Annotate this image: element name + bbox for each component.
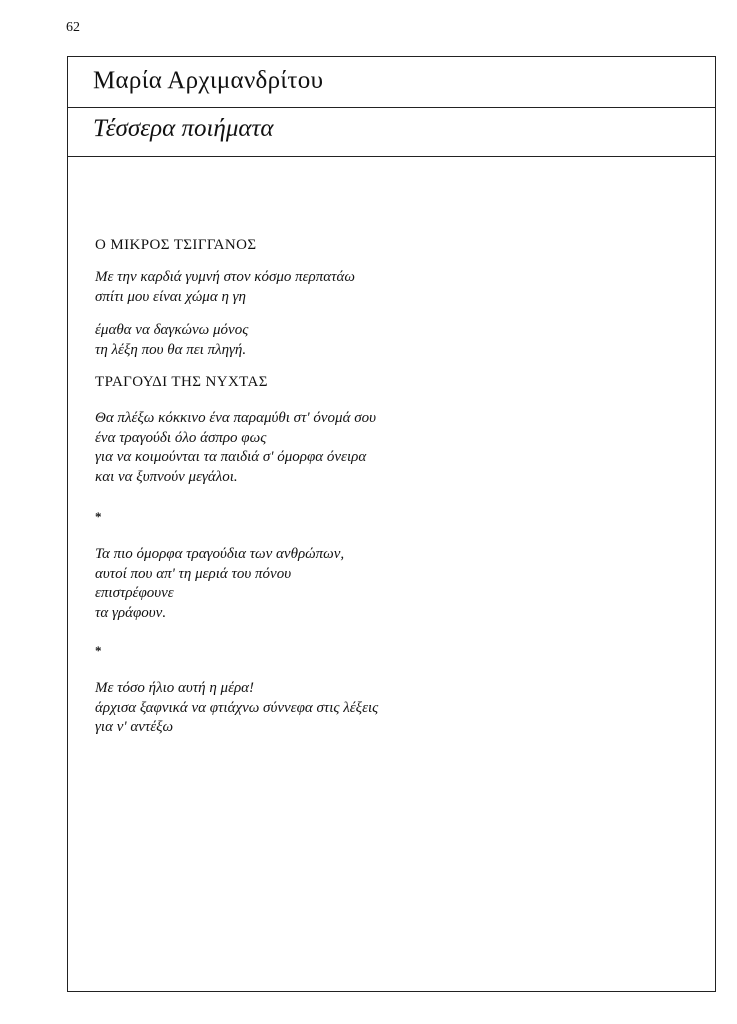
author-name: Μαρία Αρχιμανδρίτου [93, 67, 324, 94]
verse-line: Με τόσο ήλιο αυτή η μέρα! [95, 680, 255, 696]
stanza [95, 679, 695, 738]
poems-content [95, 237, 695, 752]
verse-line: αυτοί που απ' τη μεριά του πόνου [95, 565, 292, 582]
author-row [68, 57, 715, 108]
verse-line: σπίτι μου είναι χώμα η γη [95, 288, 247, 305]
verse-line: και να ξυπνούν μεγάλοι. [95, 468, 238, 485]
verse-line: τη λέξη που θα πει πληγή. [95, 341, 247, 358]
verse-line: έμαθα να δαγκώνω μόνος [95, 322, 249, 338]
verse-line: άρχισα ξαφνικά να φτιάχνω σύννεφα στις λέξεις [95, 699, 379, 716]
stanza [95, 409, 695, 487]
poem-title: ΤΡΑΓΟΥΔΙ ΤΗΣ ΝΥΧΤΑΣ [95, 374, 268, 390]
verse-line: για ν' αντέξω [95, 719, 174, 735]
stanza [95, 545, 695, 623]
verse-line: ένα τραγούδι όλο άσπρο φως [95, 429, 267, 446]
verse-line: επιστρέφουνε [95, 585, 174, 601]
stanza [95, 321, 695, 360]
verse-line: Με την καρδιά γυμνή στον κόσμο περπατάω [95, 269, 355, 285]
verse-line: τα γράφουν. [95, 604, 167, 621]
verse-line: Τα πιο όμορφα τραγούδια των ανθρώπων, [95, 546, 345, 562]
verse-line: για να κοιμούνται τα παιδιά σ' όμορφα όνειρα [95, 449, 367, 465]
title-row [68, 107, 715, 157]
collection-title: Τέσσερα ποιήματα [93, 115, 274, 142]
stanza [95, 268, 695, 307]
verse-line: Θα πλέξω κόκκινο ένα παραμύθι στ' όνομά σου [95, 410, 376, 426]
poem-title: Ο ΜΙΚΡΟΣ ΤΣΙΓΓΑΝΟΣ [95, 237, 257, 253]
page-frame [67, 56, 716, 992]
page-number: 62 [66, 20, 80, 35]
asterisk-separator: * [95, 643, 102, 658]
asterisk-separator: * [95, 509, 102, 524]
